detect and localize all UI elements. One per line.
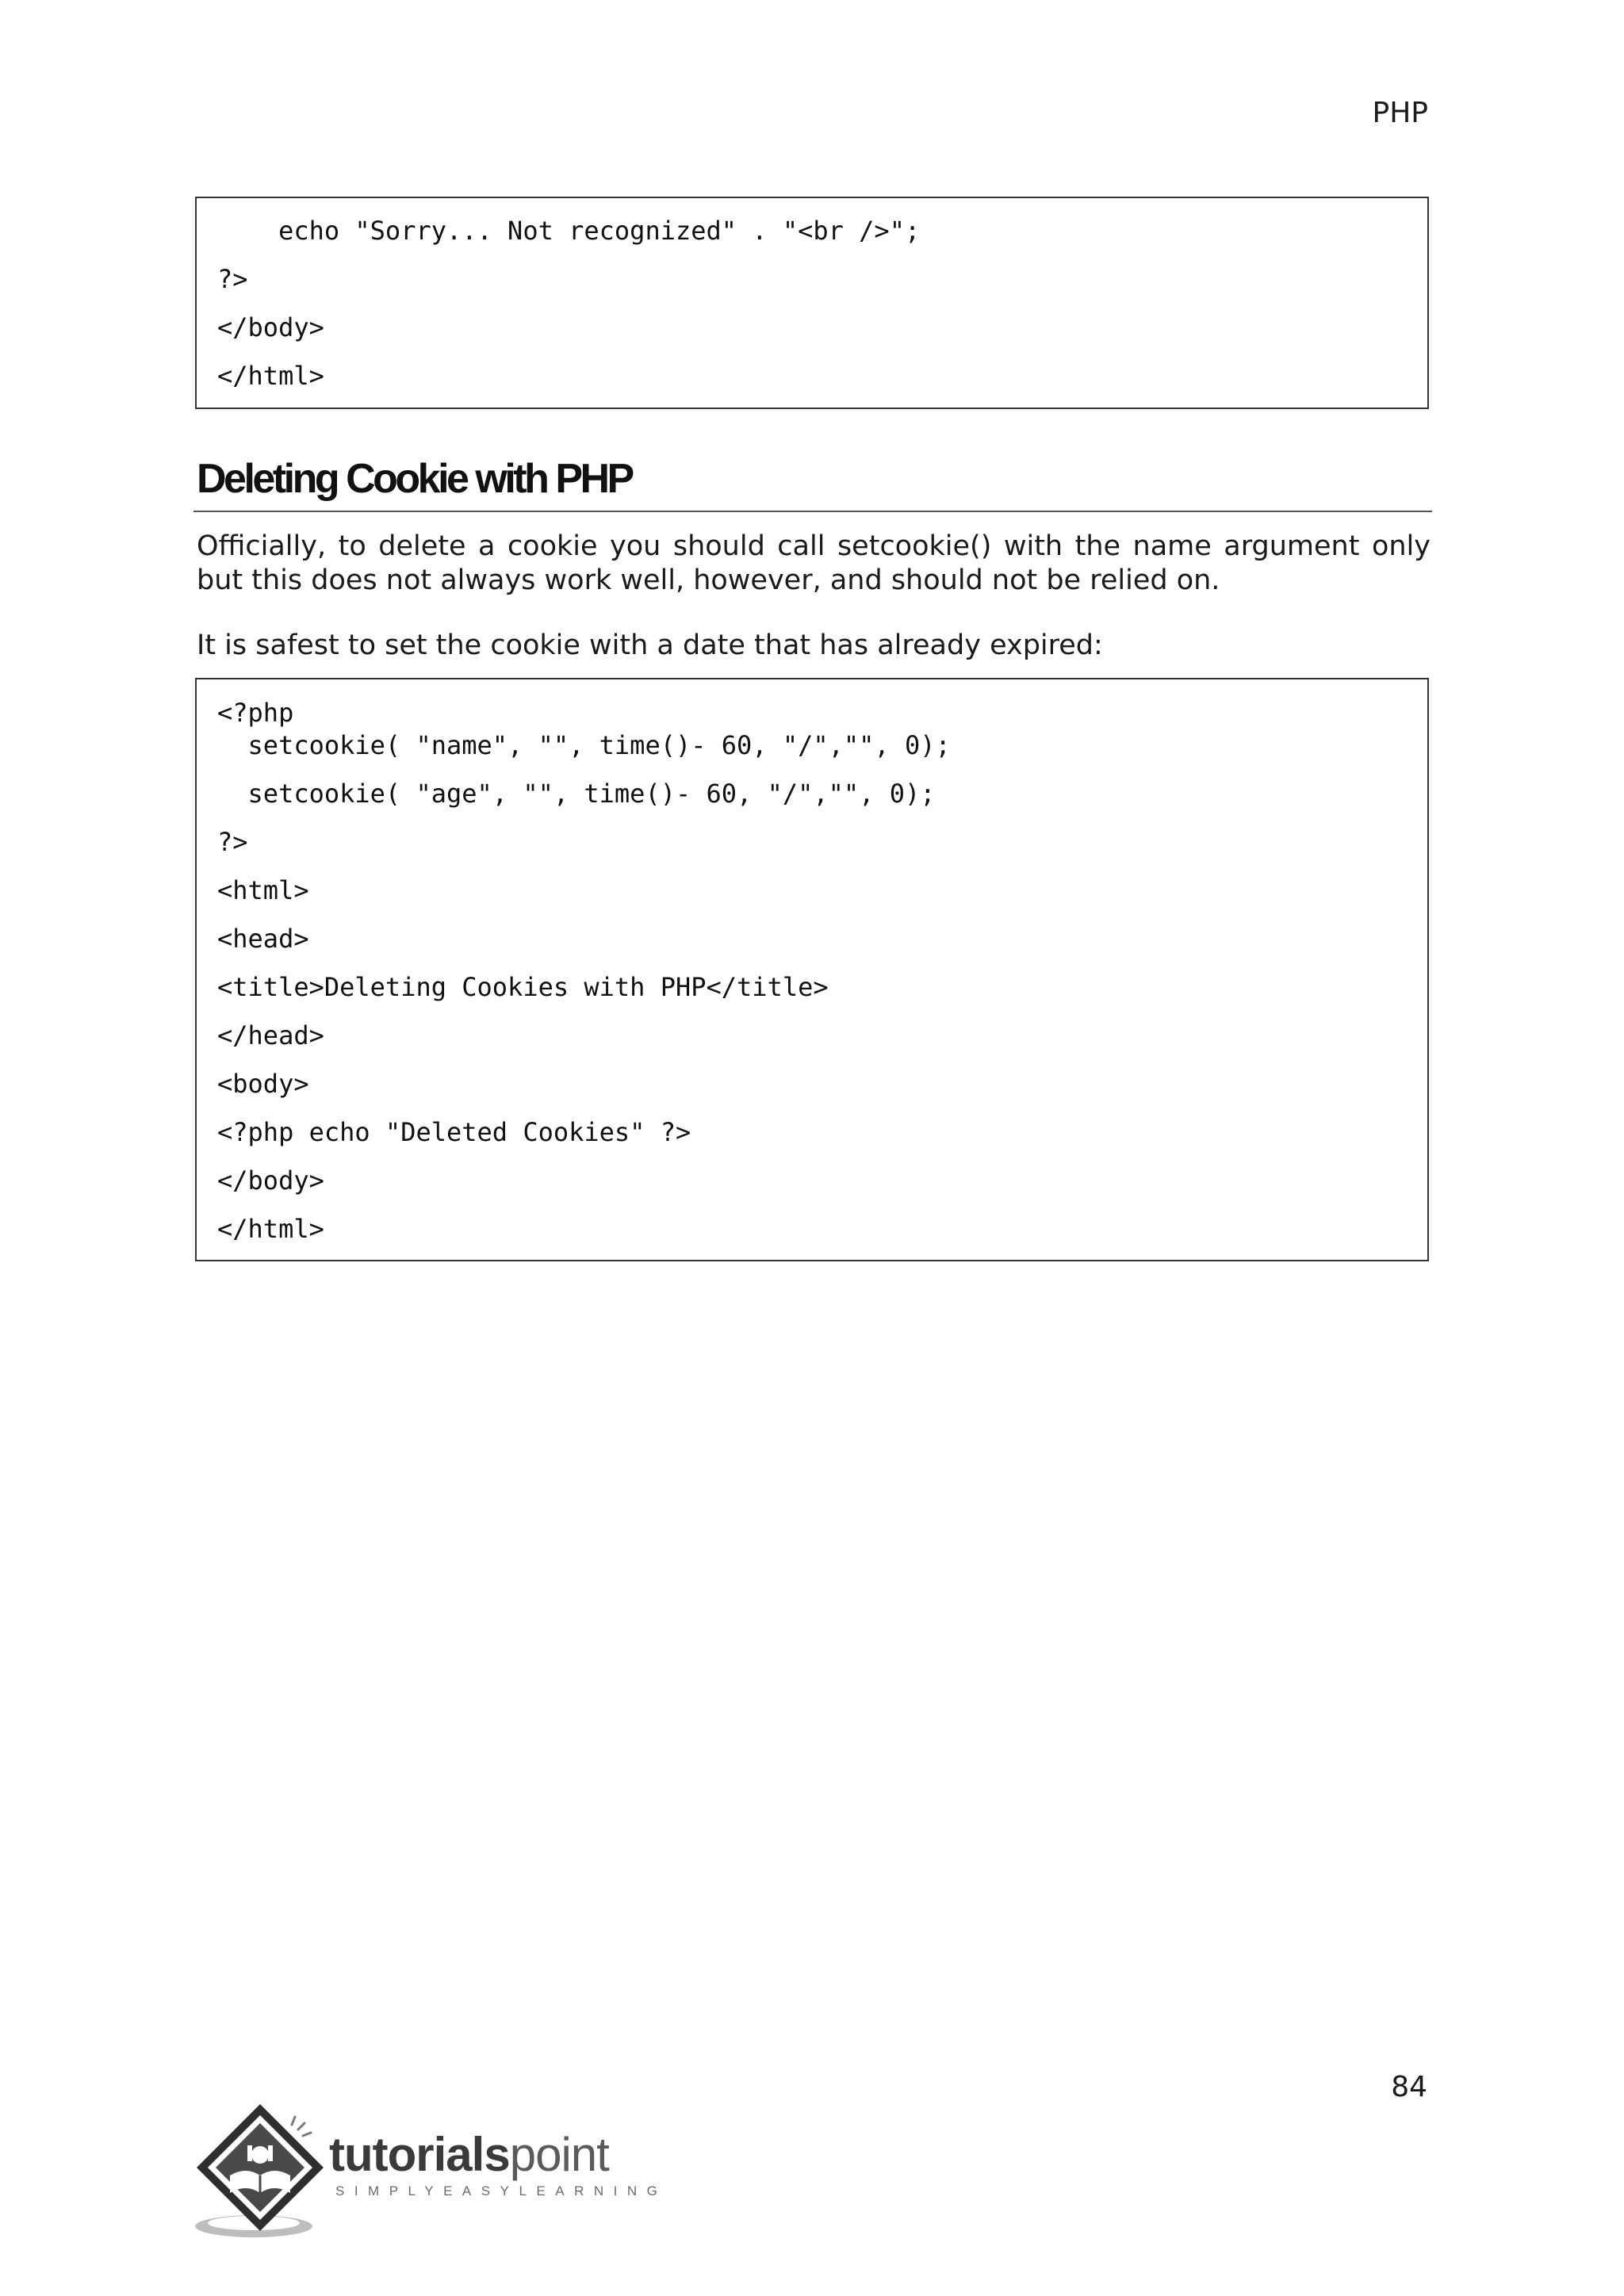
page-number: 84 [1391, 2071, 1427, 2103]
code-line: </body> [217, 1165, 324, 1196]
code-line: <html> [217, 875, 309, 905]
code-block-continuation [195, 197, 1429, 409]
section-heading: Deleting Cookie with PHP [197, 456, 632, 502]
code-line: <?php echo "Deleted Cookies" ?> [217, 1117, 691, 1147]
logo-wordmark-accent: point [509, 2128, 609, 2181]
code-line: </html> [217, 361, 324, 391]
code-line: </head> [217, 1020, 324, 1050]
tutorialspoint-logo [190, 2099, 666, 2242]
code-block-delete-cookie [195, 678, 1429, 1261]
code-line: <title>Deleting Cookies with PHP</title> [217, 972, 829, 1002]
paragraph-expired-date: It is safest to set the cookie with a date that has already expired: [197, 629, 1103, 661]
running-header: PHP [1372, 97, 1428, 129]
code-line: </body> [217, 312, 324, 342]
code-line: setcookie( "name", "", time()- 60, "/","", 0); [217, 730, 951, 760]
logo-tagline: SIMPLYEASYLEARNING [335, 2183, 668, 2198]
heading-underline [193, 511, 1432, 512]
code-line: </html> [217, 1214, 324, 1244]
paragraph-delete-cookie-intro: Officially, to delete a cookie you should call setcookie() with the name argument only but this does not always work well, however, and should not be relied on. [197, 530, 1431, 596]
code-line: <?php [217, 698, 294, 728]
logo-wordmark [329, 2128, 609, 2181]
code-line: echo "Sorry... Not recognized" . "<br />"; [217, 216, 921, 246]
code-line: ?> [217, 264, 248, 294]
code-line: ?> [217, 827, 248, 857]
code-line: setcookie( "age", "", time()- 60, "/","", 0); [217, 779, 936, 809]
code-line: <body> [217, 1069, 309, 1099]
logo-wordmark-main: tutorials [329, 2128, 510, 2181]
logo-emblem-icon [190, 2099, 341, 2242]
code-line: <head> [217, 924, 309, 954]
